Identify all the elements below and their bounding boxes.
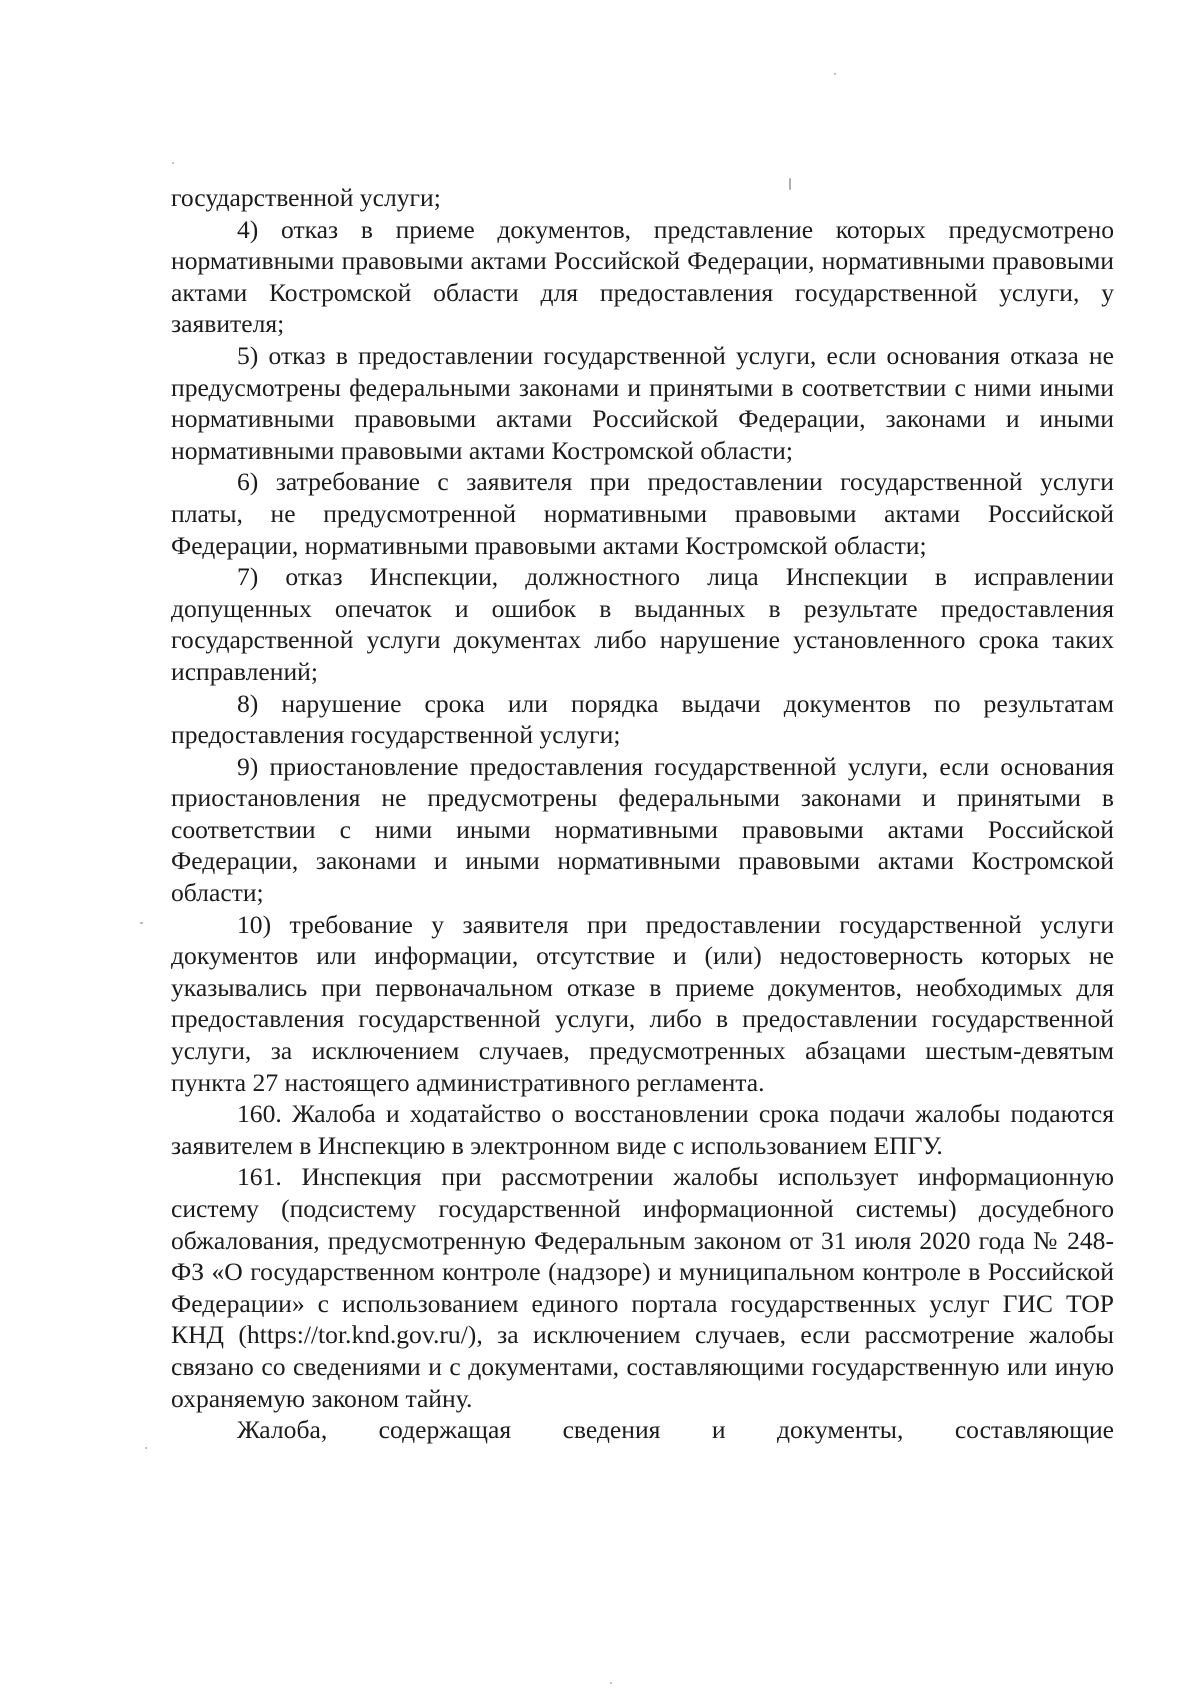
- paragraph-160: 160. Жалоба и ходатайство о восстановлении срока подачи жалобы подаются заявителем в Инспекцию в электронном виде с использованием ЕПГУ.: [171, 1099, 1114, 1160]
- paragraph-item-10: 10) требование у заявителя при предоставлении государственной услуги документов или информации, отсутствие и (или) недостоверность которых не указывались при первоначальном отказе в приеме документов, необходимых для предоставления государственной услуги, либо в предоставлении государственной услуги, за исключением случаев, предусмотренных абзацами шестым-девятым пункта 27 настоящего административного регламента.: [171, 909, 1114, 1097]
- scan-speck: [140, 922, 143, 924]
- scan-speck: [789, 178, 791, 190]
- paragraph-item-6: 6) затребование с заявителя при предоставлении государственной услуги платы, не предусмотренной нормативными правовыми актами Российской Федерации, нормативными правовыми актами Костромской области;: [171, 467, 1114, 560]
- scan-speck: [610, 1682, 612, 1684]
- paragraph-continuation: государственной услуги;: [171, 183, 441, 212]
- paragraph-item-9: 9) приостановление предоставления государственной услуги, если основания приостановления не предусмотрены федеральными законами и принятыми в соответствии с ними иными нормативными правовыми актами Российской Федерации, законами и иными нормативными правовыми актами Костромской области;: [171, 751, 1114, 908]
- paragraph-item-7: 7) отказ Инспекции, должностного лица Инспекции в исправлении допущенных опечаток и ошибок в выданных в результате предоставления государственной услуги документах либо нарушение установленного срока таких исправлений;: [171, 562, 1114, 686]
- paragraph-161: 161. Инспекция при рассмотрении жалобы использует информационную систему (подсистему государственной информационной системы) досудебного обжалования, предусмотренную Федеральным законом от 31 июля 2020 года № 248-ФЗ «О государственном контроле (надзоре) и муниципальном контроле в Российской Федерации» с использованием единого портала государственных услуг ГИС ТОР КНД (https://tor.knd.gov.ru/), за исключением случаев, если рассмотрение жалобы связано со сведениями и с документами, составляющими государственную или иную охраняемую законом тайну.: [171, 1162, 1114, 1413]
- paragraph-item-8: 8) нарушение срока или порядка выдачи документов по результатам предоставления государственной услуги;: [171, 688, 1114, 750]
- scan-speck: [834, 73, 836, 75]
- scan-speck: [145, 1447, 147, 1449]
- scan-speck: [172, 162, 174, 164]
- document-body: [171, 182, 1114, 1446]
- paragraph-item-5: 5) отказ в предоставлении государственной услуги, если основания отказа не предусмотрены федеральными законами и принятыми в соответствии с ними иными нормативными правовыми актами Российской Федерации, законами и иными нормативными правовыми актами Костромской области;: [171, 340, 1114, 465]
- paragraph-complaint: Жалоба, содержащая сведения и документы, составляющие: [237, 1415, 1114, 1445]
- paragraph-item-4: 4) отказ в приеме документов, представление которых предусмотрено нормативными правовыми актами Российской Федерации, нормативными правовыми актами Костромской области для предоставления государственной услуги, у заявителя;: [171, 214, 1114, 339]
